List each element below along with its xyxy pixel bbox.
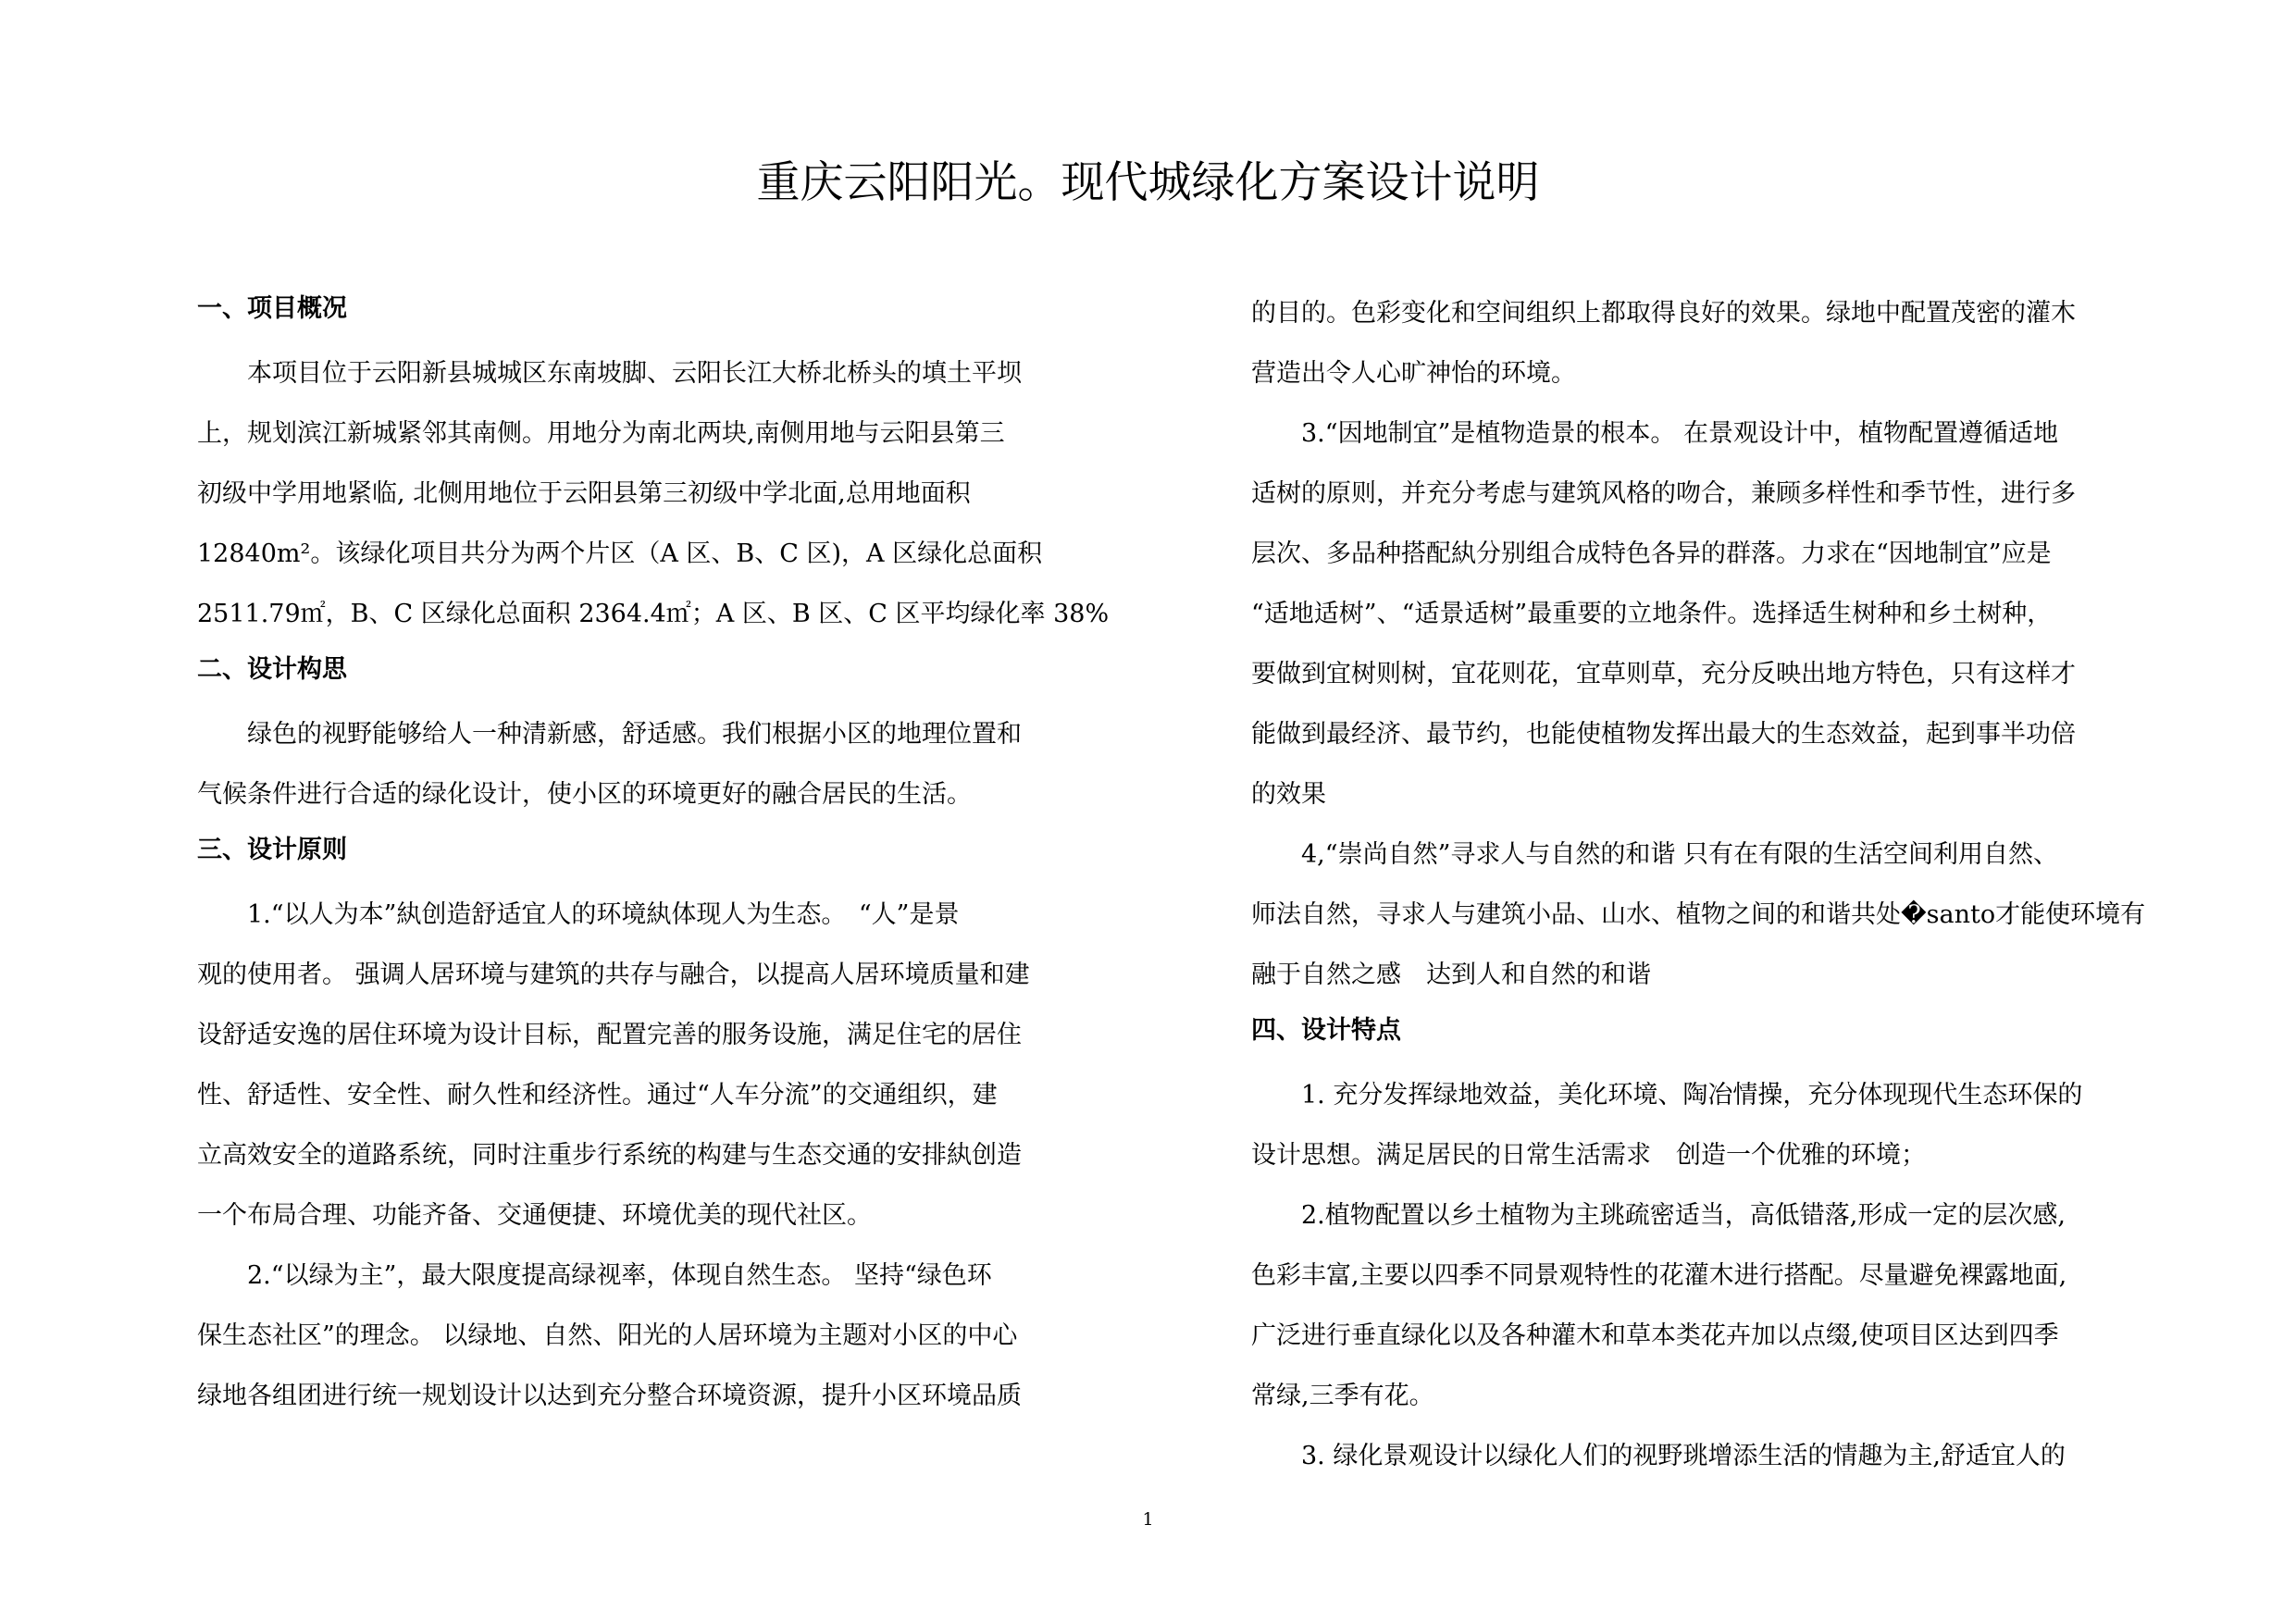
text-line: 本项目位于云阳新县城城区东南坡脚、云阳长江大桥北桥头的填土平坝 [197, 359, 1022, 388]
text-line: 上，规划滨江新城紧邻其南侧。用地分为南北两块,南侧用地与云阳县第三 [197, 419, 1005, 448]
paragraph-principle-3 [1251, 403, 2140, 824]
text-line: 营造出令人心旷神怡的环境。 [1251, 359, 1576, 388]
page-number: 1 [1142, 1509, 1154, 1530]
paragraph-feature-2 [1251, 1185, 2140, 1426]
paragraph-overview [197, 343, 1110, 644]
text-line: 色彩丰富,主要以四季不同景观特性的花灌木进行搭配。尽量避免裸露地面, [1251, 1261, 2067, 1290]
text-line: 气候条件进行合适的绿化设计，使小区的环境更好的融合居民的生活。 [197, 780, 972, 809]
text-line: 3. 绿化景观设计以绿化人们的视野珧增添生活的情趣为主,舒适宜人的 [1251, 1442, 2066, 1470]
paragraph-concept [197, 704, 1086, 824]
right-column [1251, 283, 2146, 1486]
text-line: 2.植物配置以乡土植物为主珧疏密适当，高低错落,形成一定的层次感, [1251, 1201, 2066, 1230]
text-line: 绿色的视野能够给人一种清新感，舒适感。我们根据小区的地理位置和 [197, 720, 1022, 749]
paragraph-principle-4 [1251, 824, 2146, 1005]
section-heading-concept: 二、设计构思 [197, 655, 347, 684]
paragraph-principle-1 [197, 885, 1086, 1246]
text-line: 设舒适安逸的居住环境为设计目标，配置完善的服务设施，满足住宅的居住 [197, 1021, 1022, 1049]
text-line: 设计思想。满足居民的日常生活需求 创造一个优雅的环境； [1251, 1141, 1926, 1170]
paragraph-feature-3 [1251, 1426, 2140, 1486]
text-line: 广泛进行垂直绿化以及各种灌木和草本类花卉加以点缀,使项目区达到四季 [1251, 1321, 2059, 1350]
text-line: 要做到宜树则树，宜花则花，宜草则草，充分反映出地方特色，只有这样才 [1251, 660, 2076, 688]
text-line: 绿地各组团进行统一规划设计以达到充分整合环境资源，提升小区环境品质 [197, 1382, 1022, 1410]
text-line: 4,“崇尚自然”寻求人与自然的和谐 只有在有限的生活空间利用自然、 [1251, 840, 2058, 869]
text-line: 保生态社区”的理念。 以绿地、自然、阳光的人居环境为主题对小区的中心 [197, 1321, 1018, 1350]
text-line: 1. 充分发挥绿地效益，美化环境、陶冶情操，充分体现现代生态环保的 [1251, 1081, 2083, 1110]
paragraph-principle-2 [197, 1246, 1086, 1426]
text-line: 师法自然，寻求人与建筑小品、山水、植物之间的和谐共处�santo才能使环境有 [1251, 900, 2146, 929]
page-title: 重庆云阳阳光。现代城绿化方案设计说明 [756, 157, 1540, 208]
section-heading-overview: 一、项目概况 [197, 294, 347, 323]
text-line: 1.“以人为本”紈创造舒适宜人的环境紈体现人为生态。 “人”是景 [197, 900, 960, 929]
left-column [197, 283, 1110, 1426]
text-line: 2511.79㎡，B、C 区绿化总面积 2364.4㎡；A 区、B 区、C 区平均绿化率 38% [197, 600, 1110, 628]
section-heading-features: 四、设计特点 [1251, 1016, 1401, 1045]
text-line: 初级中学用地紧临, 北侧用地位于云阳县第三初级中学北面,总用地面积 [197, 479, 971, 508]
text-line: 的效果 [1251, 780, 1326, 809]
paragraph-feature-1 [1251, 1065, 2140, 1185]
text-line: 性、舒适性、安全性、耐久性和经济性。通过“人车分流”的交通组织，建 [197, 1081, 998, 1110]
text-line: 12840m²。该绿化项目共分为两个片区（A 区、B、C 区)，A 区绿化总面积 [197, 539, 1043, 568]
text-line: 适树的原则，并充分考虑与建筑风格的吻合，兼顾多样性和季节性，进行多 [1251, 479, 2076, 508]
text-line: 3.“因地制宜”是植物造景的根本。 在景观设计中，植物配置遵循适地 [1251, 419, 2058, 448]
text-line: 能做到最经济、最节约，也能使植物发挥出最大的生态效益，起到事半功倍 [1251, 720, 2076, 749]
section-heading-principles: 三、设计原则 [197, 836, 347, 864]
text-line: 的目的。色彩变化和空间组织上都取得良好的效果。绿地中配置茂密的灌木 [1251, 299, 2076, 328]
text-line: 2.“以绿为主”，最大限度提高绿视率，体现自然生态。 坚持“绿色环 [197, 1261, 992, 1290]
text-line: 观的使用者。 强调人居环境与建筑的共存与融合，以提高人居环境质量和建 [197, 961, 1030, 989]
text-line: 层次、多品种搭配紈分别组合成特色各异的群落。力求在“因地制宜”应是 [1251, 539, 2052, 568]
paragraph-principle-2-continued [1251, 283, 2140, 403]
text-line: 立高效安全的道路系统，同时注重步行系统的构建与生态交通的安排紈创造 [197, 1141, 1022, 1170]
text-line: 常绿,三季有花。 [1251, 1382, 1434, 1410]
text-line: “适地适树”、“适景适树”最重要的立地条件。选择适生树种和乡土树种， [1251, 600, 2053, 628]
text-line: 一个布局合理、功能齐备、交通便捷、环境优美的现代社区。 [197, 1201, 872, 1230]
text-line: 融于自然之感 达到人和自然的和谐 [1251, 961, 1651, 989]
